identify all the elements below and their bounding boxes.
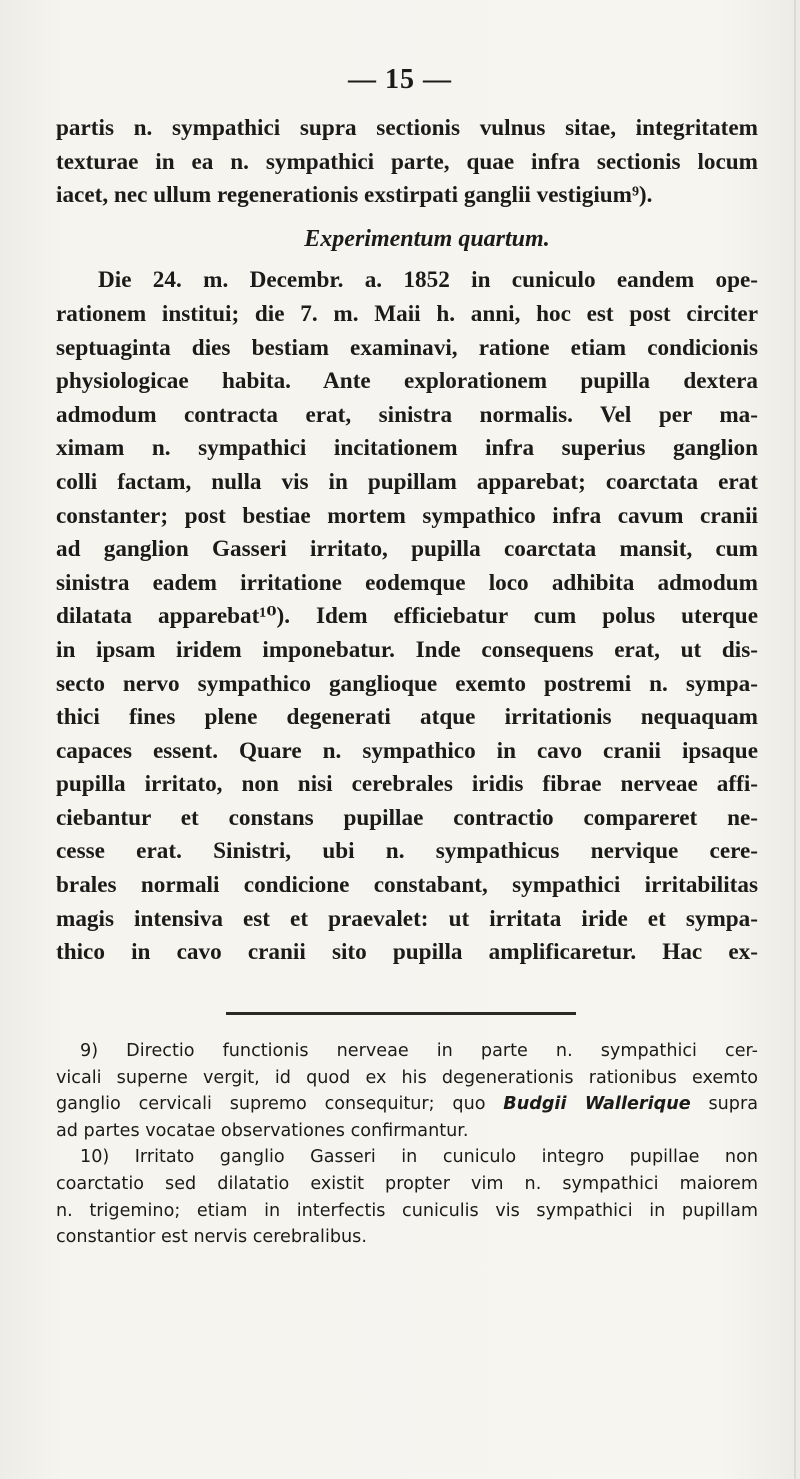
text-line: physiologicae habita. Ante explorationem pupilla dextera xyxy=(56,368,758,395)
footnote-10-line: 10) Irritato ganglio Gasseri in cuniculo integro pupillae non xyxy=(80,1147,758,1168)
footnote-9-line: ad partes vocatae observationes confirmantur. xyxy=(56,1120,469,1141)
section-heading: Experimentum quartum. xyxy=(304,225,550,252)
text-line: partis n. sympathici supra sectionis vulnus sitae, integritatem xyxy=(56,115,758,141)
text-line: thici fines plene degenerati atque irritationis nequaquam xyxy=(56,704,758,731)
text-line: admodum contracta erat, sinistra normalis. Vel per ma- xyxy=(56,401,758,428)
text-line: thico in cavo cranii sito pupilla amplificaretur. Hac ex- xyxy=(56,939,758,966)
footnote-separator-rule xyxy=(226,1012,576,1015)
footnote-9-text: supra xyxy=(690,1094,758,1115)
text-line: dilatata apparebat¹⁰). Idem efficiebatur cum polus uterque xyxy=(56,603,758,630)
text-line: magis intensiva est et praevalet: ut irritata iride et sympa- xyxy=(56,905,758,932)
footnote-10-line: coarctatio sed dilatatio existit propter vim n. sympathici maiorem xyxy=(56,1173,758,1194)
text-line: septuaginta dies bestiam examinavi, ratione etiam condicionis xyxy=(56,334,758,361)
footnote-9-author-names: Budgii Wallerique xyxy=(503,1094,691,1115)
text-line: secto nervo sympathico ganglioque exemto postremi n. sympa- xyxy=(56,670,758,697)
text-line: ad ganglion Gasseri irritato, pupilla coarctata mansit, cum xyxy=(56,536,758,563)
text-line: ximam n. sympathici incitationem infra superius ganglion xyxy=(56,435,758,462)
text-line: capaces essent. Quare n. sympathico in cavo cranii ipsaque xyxy=(56,737,758,764)
footnote-10-line: constantior est nervis cerebralibus. xyxy=(56,1227,367,1248)
text-line: texturae in ea n. sympathici parte, quae infra sectionis locum xyxy=(56,148,758,175)
footnote-9-line xyxy=(56,1091,758,1118)
text-line: colli factam, nulla vis in pupillam apparebat; coarctata erat xyxy=(56,468,758,495)
text-line: in ipsam iridem imponebatur. Inde consequens erat, ut dis- xyxy=(56,636,758,663)
text-line: cesse erat. Sinistri, ubi n. sympathicus nervique cere- xyxy=(56,838,758,865)
page-edge-shadow xyxy=(794,0,796,1479)
text-line: constanter; post bestiae mortem sympathico infra cavum cranii xyxy=(56,502,758,529)
text-line: sinistra eadem irritatione eodemque loco adhibita admodum xyxy=(56,569,758,596)
footnote-9-line: vicali superne vergit, id quod ex his degenerationis rationibus exemto xyxy=(56,1067,758,1088)
text-line: pupilla irritato, non nisi cerebrales iridis fibrae nerveae affi- xyxy=(56,771,758,798)
page-number: — 15 — xyxy=(348,64,452,95)
text-line: iacet, nec ullum regenerationis exstirpati ganglii vestigium⁹). xyxy=(56,182,653,209)
text-line: rationem institui; die 7. m. Maii h. anni, hoc est post circiter xyxy=(56,300,758,327)
text-line: brales normali condicione constabant, sympathici irritabilitas xyxy=(56,872,758,899)
footnote-10-line: n. trigemino; etiam in interfectis cuniculis vis sympathici in pupillam xyxy=(56,1200,758,1221)
footnote-9-text: ganglio cervicali supremo consequitur; quo xyxy=(56,1094,504,1115)
main-text xyxy=(56,112,758,970)
footnotes xyxy=(56,1038,758,1251)
footnote-9-line: 9) Directio functionis nerveae in parte n. sympathici cer- xyxy=(80,1041,758,1061)
text-line: Die 24. m. Decembr. a. 1852 in cuniculo eandem ope- xyxy=(98,267,758,294)
text-line: ciebantur et constans pupillae contractio compareret ne- xyxy=(56,804,758,831)
